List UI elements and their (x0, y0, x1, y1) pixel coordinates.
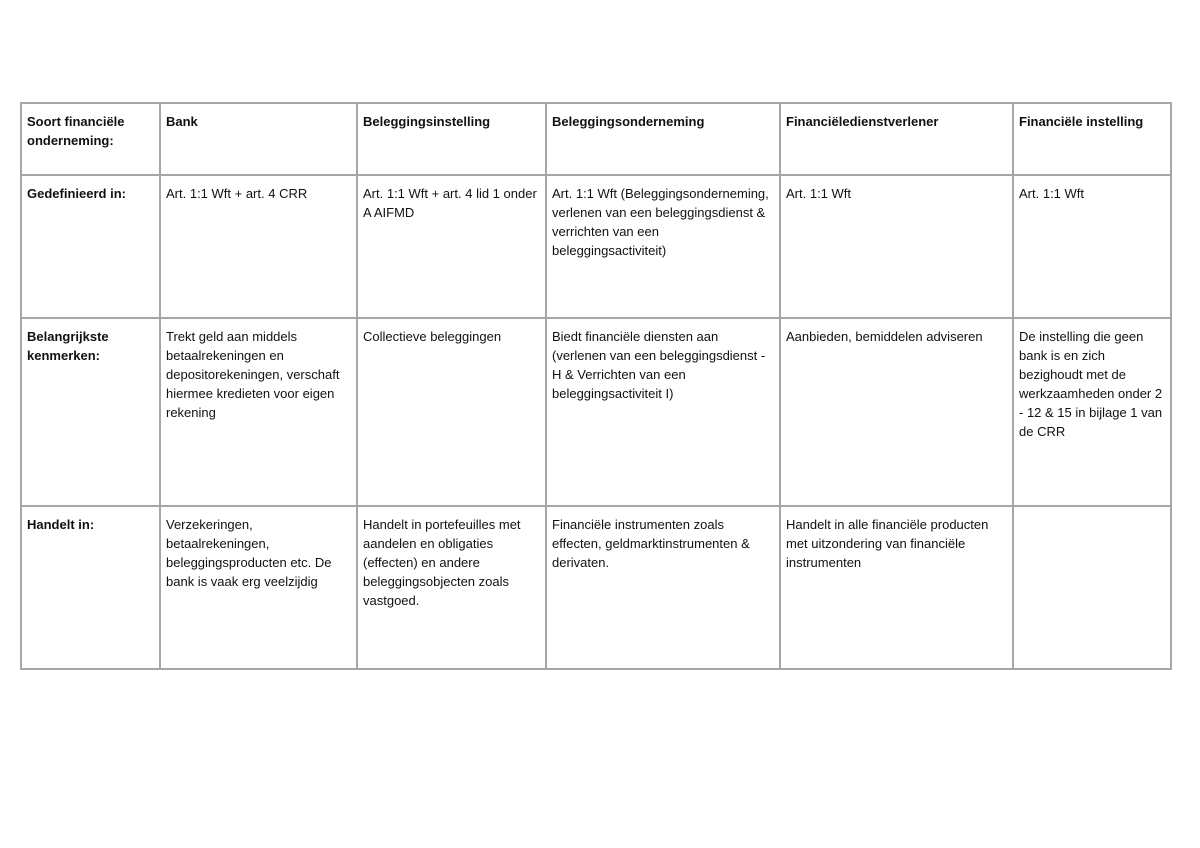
table-cell (1013, 506, 1171, 669)
table-cell: Handelt in alle financiële producten met uitzondering van financiële instrumenten (780, 506, 1013, 669)
table-row-handelt-in (21, 506, 1171, 669)
row-label: Handelt in: (21, 506, 160, 669)
row-label: Gedefinieerd in: (21, 175, 160, 318)
table-cell: Art. 1:1 Wft (Beleggingsonderneming, verlenen van een beleggingsdienst & verrichten van een beleggingsactiviteit) (546, 175, 780, 318)
table-cell: Art. 1:1 Wft + art. 4 CRR (160, 175, 357, 318)
column-header-beleggingsonderneming: Beleggingsonderneming (546, 103, 780, 175)
column-header-financiele-dienstverlener: Financiëledienstverlener (780, 103, 1013, 175)
table-cell: Art. 1:1 Wft (1013, 175, 1171, 318)
column-header-financiele-instelling: Financiële instelling (1013, 103, 1171, 175)
row-label: Belangrijkste kenmerken: (21, 318, 160, 506)
table-cell: Art. 1:1 Wft + art. 4 lid 1 onder A AIFMD (357, 175, 546, 318)
table-cell: Trekt geld aan middels betaalrekeningen en depositorekeningen, verschaft hiermee kredieten voor eigen rekening (160, 318, 357, 506)
column-header-beleggingsinstelling: Beleggingsinstelling (357, 103, 546, 175)
table-cell: De instelling die geen bank is en zich bezighoudt met de werkzaamheden onder 2 - 12 & 15 in bijlage 1 van de CRR (1013, 318, 1171, 506)
financial-enterprise-comparison-table (20, 102, 1172, 670)
table-cell: Financiële instrumenten zoals effecten, geldmarktinstrumenten & derivaten. (546, 506, 780, 669)
table-cell: Collectieve beleggingen (357, 318, 546, 506)
column-header-bank: Bank (160, 103, 357, 175)
table-row-gedefinieerd (21, 175, 1171, 318)
table-cell: Art. 1:1 Wft (780, 175, 1013, 318)
table-cell: Biedt financiële diensten aan (verlenen van een beleggingsdienst - H & Verrichten van een beleggingsactiviteit I) (546, 318, 780, 506)
table-cell: Aanbieden, bemiddelen adviseren (780, 318, 1013, 506)
header-label-cell: Soort financiële onderneming: (21, 103, 160, 175)
table-header-row (21, 103, 1171, 175)
table-cell: Verzekeringen, betaalrekeningen, beleggingsproducten etc. De bank is vaak erg veelzijdig (160, 506, 357, 669)
table-cell: Handelt in portefeuilles met aandelen en obligaties (effecten) en andere beleggingsobjecten zoals vastgoed. (357, 506, 546, 669)
table-row-kenmerken (21, 318, 1171, 506)
